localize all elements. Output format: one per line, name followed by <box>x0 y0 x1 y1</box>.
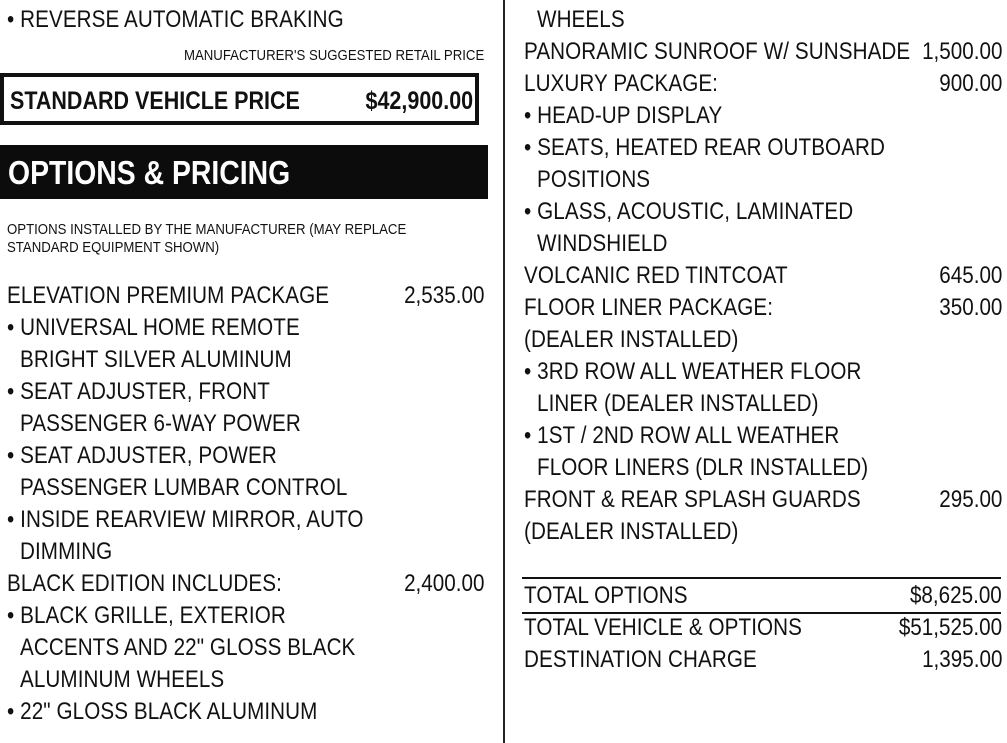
elevation-bullet-3: • SEAT ADJUSTER, POWER <box>7 442 277 469</box>
elevation-bullet-4-cont: DIMMING <box>20 538 113 565</box>
luxury-package-price: 900.00 <box>938 70 1002 97</box>
options-note-line1: OPTIONS INSTALLED BY THE MANUFACTURER (MAY REPLACE <box>7 221 407 238</box>
floor-bullet-2-cont: FLOOR LINERS (DLR INSTALLED) <box>537 454 869 481</box>
volcanic-red-label: VOLCANIC RED TINTCOAT <box>524 262 788 289</box>
floor-bullet-1-cont: LINER (DEALER INSTALLED) <box>537 390 819 417</box>
black-edition-label: BLACK EDITION INCLUDES: <box>7 570 282 597</box>
msrp-label: MANUFACTURER'S SUGGESTED RETAIL PRICE <box>183 47 484 64</box>
floor-bullet-1: • 3RD ROW ALL WEATHER FLOOR <box>524 358 862 385</box>
bullet-reverse-braking: • REVERSE AUTOMATIC BRAKING <box>7 6 344 33</box>
elevation-bullet-2-cont: PASSENGER 6-WAY POWER <box>20 410 301 437</box>
options-header-bar <box>0 145 488 199</box>
total-vehicle-price: $51,525.00 <box>898 614 1002 641</box>
black-bullet-2: • 22" GLOSS BLACK ALUMINUM <box>7 698 318 725</box>
destination-charge-label: DESTINATION CHARGE <box>524 646 757 673</box>
options-title: OPTIONS & PRICING <box>8 154 291 191</box>
luxury-bullet-2-cont: POSITIONS <box>537 166 651 193</box>
column-divider <box>503 0 505 743</box>
luxury-package-label: LUXURY PACKAGE: <box>524 70 719 97</box>
standard-price-label: STANDARD VEHICLE PRICE <box>10 87 300 115</box>
floor-liner-label: FLOOR LINER PACKAGE: <box>524 294 774 321</box>
right-column <box>522 0 1002 743</box>
luxury-bullet-3: • GLASS, ACOUSTIC, LAMINATED <box>524 198 854 225</box>
luxury-bullet-2: • SEATS, HEATED REAR OUTBOARD <box>524 134 886 161</box>
volcanic-red-price: 645.00 <box>938 262 1002 289</box>
elevation-bullet-1-cont: BRIGHT SILVER ALUMINUM <box>20 346 292 373</box>
black-edition-price: 2,400.00 <box>403 570 484 597</box>
standard-price-box <box>0 73 479 125</box>
elevation-package-price: 2,535.00 <box>403 282 484 309</box>
black-bullet-1-cont: ACCENTS AND 22" GLOSS BLACK <box>20 634 356 661</box>
luxury-bullet-3-cont: WINDSHIELD <box>537 230 668 257</box>
sunroof-label: PANORAMIC SUNROOF W/ SUNSHADE <box>524 38 911 65</box>
elevation-bullet-3-cont: PASSENGER LUMBAR CONTROL <box>20 474 348 501</box>
left-column <box>0 0 490 743</box>
wheels-cont: WHEELS <box>537 6 625 33</box>
total-options-label: TOTAL OPTIONS <box>524 582 688 609</box>
floor-liner-sub: (DEALER INSTALLED) <box>524 326 739 353</box>
splash-guards-sub: (DEALER INSTALLED) <box>524 518 739 545</box>
elevation-package-label: ELEVATION PREMIUM PACKAGE <box>7 282 330 309</box>
destination-charge-price: 1,395.00 <box>921 646 1002 673</box>
black-bullet-1-cont2: ALUMINUM WHEELS <box>20 666 225 693</box>
sunroof-price: 1,500.00 <box>921 38 1002 65</box>
floor-bullet-2: • 1ST / 2ND ROW ALL WEATHER <box>524 422 840 449</box>
total-options-price: $8,625.00 <box>910 582 1002 609</box>
total-options-bottom-rule <box>522 612 1001 614</box>
floor-liner-price: 350.00 <box>938 294 1002 321</box>
standard-price-value: $42,900.00 <box>365 87 473 115</box>
total-vehicle-label: TOTAL VEHICLE & OPTIONS <box>524 614 803 641</box>
black-bullet-1: • BLACK GRILLE, EXTERIOR <box>7 602 286 629</box>
elevation-bullet-4: • INSIDE REARVIEW MIRROR, AUTO <box>7 506 364 533</box>
options-note-line2: STANDARD EQUIPMENT SHOWN) <box>7 239 220 256</box>
elevation-bullet-1: • UNIVERSAL HOME REMOTE <box>7 314 300 341</box>
luxury-bullet-1: • HEAD-UP DISPLAY <box>524 102 723 129</box>
splash-guards-price: 295.00 <box>938 486 1002 513</box>
splash-guards-label: FRONT & REAR SPLASH GUARDS <box>524 486 861 513</box>
elevation-bullet-2: • SEAT ADJUSTER, FRONT <box>7 378 270 405</box>
total-options-top-rule <box>522 577 1001 579</box>
